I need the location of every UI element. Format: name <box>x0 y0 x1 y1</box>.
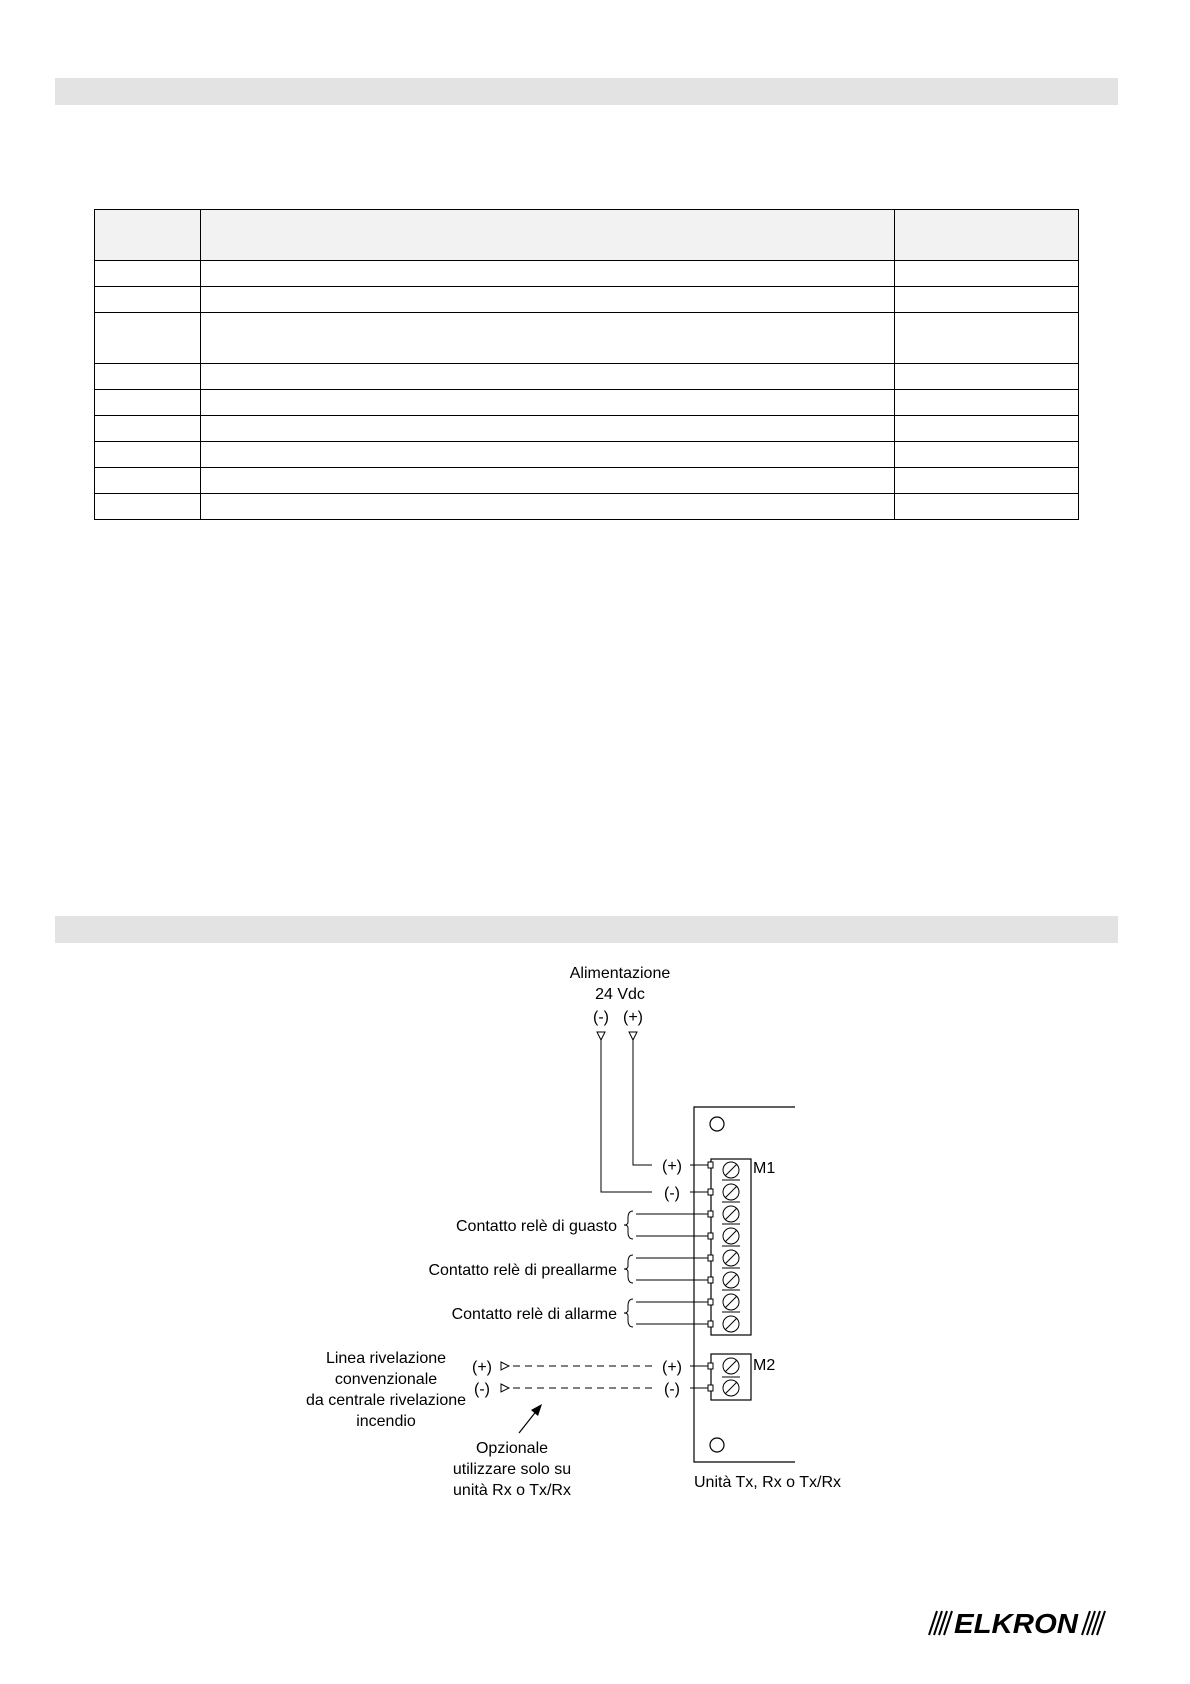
m1-terminal-block <box>711 1159 751 1335</box>
power-title: Alimentazione <box>569 965 671 982</box>
screw-icon <box>722 1358 740 1377</box>
elkron-logo <box>925 1605 1115 1641</box>
m2-negative-label: (-) <box>664 1381 680 1398</box>
power-positive-wire <box>633 1040 652 1165</box>
relay-fault-label: Contatto relè di guasto <box>456 1218 617 1235</box>
brace-icon <box>624 1255 633 1283</box>
relay-prealarm-label: Contatto relè di preallarme <box>428 1262 617 1279</box>
line-positive-label: (+) <box>472 1359 492 1376</box>
power-negative-arrow-icon <box>597 1032 605 1040</box>
table-cell <box>895 390 1079 416</box>
unit-label: Unità Tx, Rx o Tx/Rx <box>694 1474 841 1491</box>
table-cell <box>95 313 201 364</box>
mounting-hole <box>710 1117 724 1131</box>
table-cell <box>201 442 895 468</box>
table-cell <box>895 261 1079 287</box>
table-cell <box>201 261 895 287</box>
table-cell <box>201 390 895 416</box>
table-cell <box>95 261 201 287</box>
line-label-1: Linea rivelazione <box>325 1350 447 1367</box>
screw-icon <box>723 1316 739 1332</box>
logo-wordmark: ELKRON <box>954 1608 1079 1639</box>
optional-label-3: unità Rx o Tx/Rx <box>453 1482 571 1499</box>
brace-icon <box>624 1211 633 1239</box>
table-row <box>95 416 1079 442</box>
m1-positive-label: (+) <box>662 1158 682 1175</box>
table-cell <box>895 416 1079 442</box>
power-positive-arrow-icon <box>629 1032 637 1040</box>
line-label-2: convenzionale <box>334 1371 438 1388</box>
table-row <box>95 494 1079 520</box>
table-row <box>95 287 1079 313</box>
table-cell <box>95 468 201 494</box>
logo-stripes-left <box>929 1611 952 1635</box>
table-header-cell <box>95 210 201 261</box>
section-header-bar <box>55 78 1118 105</box>
table-cell <box>895 287 1079 313</box>
logo-stripes-right <box>1082 1611 1105 1635</box>
screw-icon <box>722 1184 740 1202</box>
table-cell <box>895 442 1079 468</box>
power-negative-wire <box>601 1040 652 1192</box>
relay-wires <box>636 1214 708 1324</box>
table-cell <box>95 287 201 313</box>
line-negative-label: (-) <box>474 1381 490 1398</box>
unit-enclosure <box>694 1107 795 1462</box>
table-row <box>95 313 1079 364</box>
line-positive-arrow-icon <box>501 1362 509 1370</box>
table-cell <box>201 494 895 520</box>
table-cell <box>95 494 201 520</box>
table-cell <box>95 416 201 442</box>
table-cell <box>201 416 895 442</box>
table-cell <box>95 364 201 390</box>
power-negative-label: (-) <box>593 1009 609 1026</box>
line-label-4: incendio <box>356 1413 416 1430</box>
screw-icon <box>722 1162 740 1180</box>
table-row <box>95 468 1079 494</box>
table-cell <box>201 313 895 364</box>
relay-alarm-label: Contatto relè di allarme <box>451 1306 617 1323</box>
table-row <box>95 442 1079 468</box>
pointer-arrow-icon <box>531 1404 542 1416</box>
m1-negative-label: (-) <box>664 1185 680 1202</box>
table-row <box>95 364 1079 390</box>
line-label-3: da centrale rivelazione <box>305 1392 467 1409</box>
screw-icon <box>722 1206 740 1224</box>
table-cell <box>95 442 201 468</box>
table-cell <box>95 390 201 416</box>
screw-icon <box>722 1228 740 1246</box>
screw-icon <box>722 1272 740 1290</box>
table-cell <box>895 468 1079 494</box>
power-voltage: 24 Vdc <box>595 986 645 1003</box>
m1-screw-terminals <box>722 1162 740 1332</box>
table-header-row <box>95 210 1079 261</box>
wiring-diagram <box>0 940 1190 1500</box>
m2-positive-label: (+) <box>662 1359 682 1376</box>
line-negative-arrow-icon <box>501 1384 509 1392</box>
m2-label: M2 <box>753 1357 776 1374</box>
table-cell <box>201 468 895 494</box>
table-cell <box>201 364 895 390</box>
table-cell <box>201 287 895 313</box>
power-positive-label: (+) <box>623 1009 643 1026</box>
table-row <box>95 390 1079 416</box>
m1-label: M1 <box>753 1160 776 1177</box>
table-header-cell <box>201 210 895 261</box>
specifications-table <box>94 209 1079 520</box>
section-header-bar <box>55 916 1118 943</box>
mounting-hole <box>710 1438 724 1452</box>
screw-icon <box>722 1250 740 1268</box>
brace-icon <box>624 1299 633 1327</box>
optional-label-2: utilizzare solo su <box>452 1461 572 1478</box>
screw-icon <box>723 1380 739 1396</box>
table-cell <box>895 494 1079 520</box>
table-cell <box>895 364 1079 390</box>
table-row <box>95 261 1079 287</box>
optional-label-1: Opzionale <box>475 1440 549 1457</box>
table-header-cell <box>895 210 1079 261</box>
screw-icon <box>722 1294 740 1312</box>
table-cell <box>895 313 1079 364</box>
